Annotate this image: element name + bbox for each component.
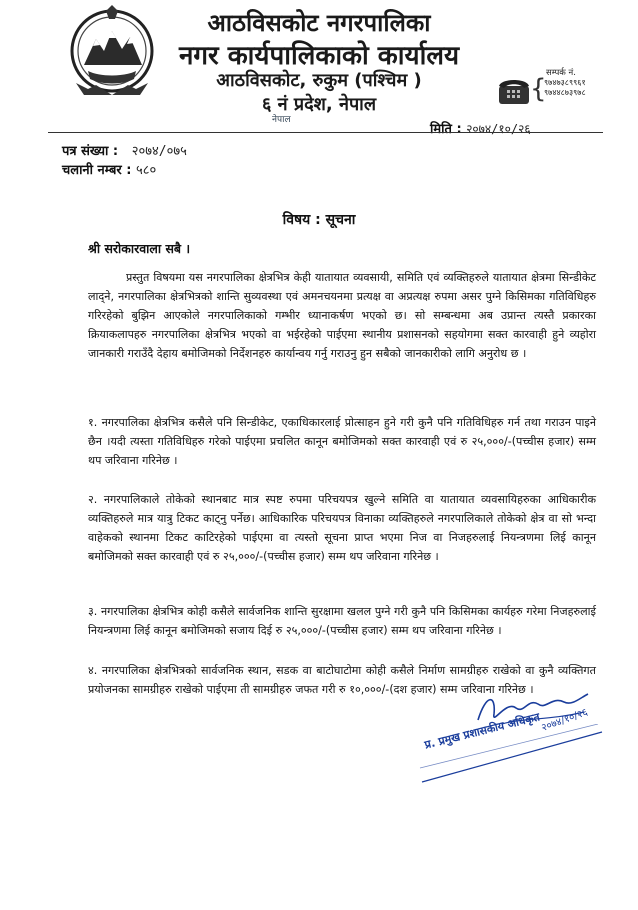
contact-number-1: ९७४७३८९९६१: [544, 78, 586, 87]
directive-2: २. नगरपालिकाले तोकेको स्थानबाट मात्र स्पष्ट रुपमा परिचयपत्र खुल्ने समिति वा यातायात व्यवसायिहरुका आधिकारीक व्यक्तिहरुले मात्र यात्रु टिकट काट्नु पर्नेछ। आधिकारिक परिचयपत्र विनाका व्यक्तिहरुले नगरपालिकाले तोकेको क्षेत्र वा सो भन्दा वाहेकको स्थानमा टिकट काटिरहेको पाईएमा वा त्यस्तो सूचना प्राप्त भएमा निज वा निजहरुलाई नियन्त्रणमा लिई कानून बमोजिमको सक्त कारवाही एवं रु २५,०००/-(पच्चीस हजार) सम्म थप जरिवाना गरिनेछ ।: [88, 493, 596, 563]
dispatch-number-label: चलानी नम्बर :: [62, 163, 132, 178]
dispatch-number-value: ५८०: [135, 163, 157, 178]
telephone-icon: [497, 76, 531, 106]
emblem-caption: नेपाल: [272, 115, 291, 125]
directive-4: ४. नगरपालिका क्षेत्रभित्रको सार्वजनिक स्थान, सडक वा बाटोघाटोमा कोही कसैले निर्माण सामग्रीहरु राखेको वा कुनै व्यक्तिगत प्रयोजनका सामग्रीहरु राखेको पाईएमा ती सामग्रीहरु जफत गरी रु १०,०००/-(दश हजार) सम्म जरिवाना गरिनेछ ।: [88, 664, 596, 696]
contact-number-2: ९७४४८७३९७८: [544, 88, 586, 97]
seal-text: प्र. प्रमुख प्रशासकीय अधिकृत: [423, 710, 542, 752]
brace-icon: {: [530, 74, 547, 104]
letter-number-value: २०७४/०७५: [131, 144, 187, 159]
date-value: २०७४/१०/२६: [466, 122, 531, 136]
salutation: श्री सरोकारवाला सबै ।: [88, 241, 191, 256]
letter-number-label: पत्र संख्या :: [62, 144, 119, 159]
intro-paragraph: प्रस्तुत विषयमा यस नगरपालिका क्षेत्रभित्र केही यातायात व्यवसायी, समिति एवं व्यक्तिहरुले यातायात क्षेत्रमा सिन्डीकेट लाद्ने, नगरपालिका क्षेत्रभित्रको शान्ति सुव्यवस्था एवं अमनचयनमा प्रत्यक्ष वा अप्रत्यक्ष रुपमा असर पुग्ने किसिमका गतिविधिहरु गरिरहेको बुझिन आएकोले नगरपालिकाको गम्भीर ध्यानाकर्षण भएको छ। सो सम्बन्धमा अब उप्रान्त त्यस्तै प्रकारका क्रियाकलापहरु नगरपालिका क्षेत्रभित्र भएको वा भईरहेको पाईएमा स्थानीय प्रशासनको सहयोगमा सक्त कारवाही हुने व्यहोरा जानकारी गराउँदै देहाय बमोजिमको निर्देशनहरु कार्यान्वय गर्नु गराउनु हुन सबैको जानकारीको लागि अनुरोध छ ।: [88, 271, 596, 360]
municipality-name: आठविसकोट नगरपालिका: [207, 9, 431, 37]
office-address: आठविसकोट, रुकुम (पश्चिम ): [216, 70, 422, 91]
province-line: ६ नं प्रदेश, नेपाल: [261, 94, 377, 115]
date-label: मिति :: [430, 122, 462, 137]
letter-number-line: [62, 141, 187, 159]
office-name: नगर कार्यपालिकाको कार्यालय: [178, 41, 460, 71]
dispatch-number-line: [62, 160, 156, 178]
header-divider: [48, 132, 603, 133]
contact-label: सम्पर्क नं.: [546, 68, 576, 78]
directive-1: १. नगरपालिका क्षेत्रभित्र कसैले पनि सिन्डीकेट, एकाधिकारलाई प्रोत्साहन हुने गरी कुनै पनि गतिविधिहरु गर्न तथा गराउन पाइने छैन ।यदी त्यस्ता गतिविधिहरु गरेको पाईएमा प्रचलित कानून बमोजिमको सक्त कारवाही एवं रु २५,०००/-(पच्चीस हजार) सम्म थप जरिवाना गरिनेछ ।: [88, 416, 596, 467]
signature-date: २०७४/१०/२६: [540, 706, 590, 734]
date-line: [430, 119, 531, 137]
subject-line: विषय : सूचना: [282, 212, 356, 228]
contact-block: [530, 68, 586, 104]
directive-3: ३. नगरपालिका क्षेत्रभित्र कोही कसैले सार्वजनिक शान्ति सुरक्षामा खलल पुग्ने गरी कुनै पनि किसिमका कार्यहरु गरेमा निजहरुलाई नियन्त्रणमा लिई कानून बमोजिमको सजाय दिई रु २५,०००/-(पच्चीस हजार) सम्म थप जरिवाना गरिनेछ ।: [88, 605, 596, 637]
